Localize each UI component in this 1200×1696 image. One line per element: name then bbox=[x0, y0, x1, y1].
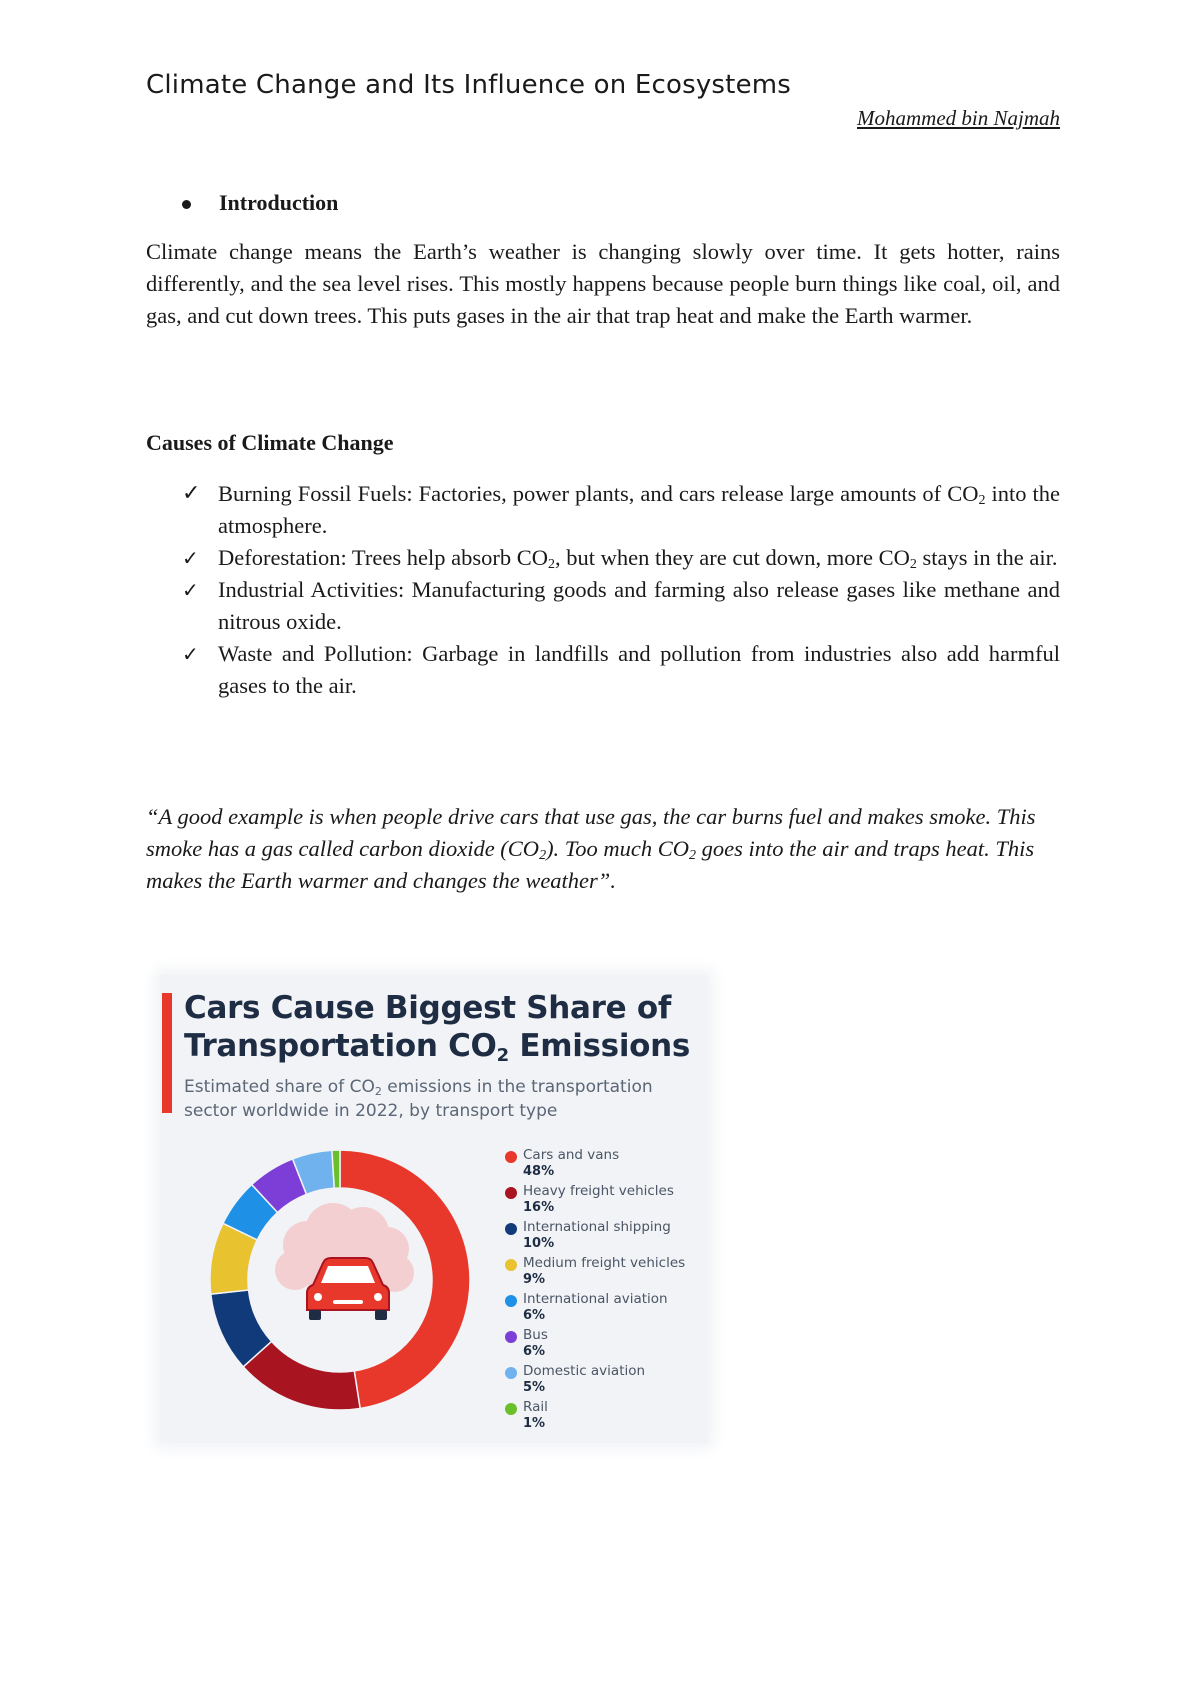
legend-dot-icon bbox=[505, 1295, 517, 1307]
checkmark-icon: ✓ bbox=[182, 578, 199, 602]
introduction-heading bbox=[180, 190, 338, 216]
quote-text: ). Too much CO bbox=[546, 836, 689, 861]
legend-label: Rail bbox=[523, 1399, 548, 1415]
list-item bbox=[180, 542, 1060, 574]
legend-label: Heavy freight vehicles bbox=[523, 1183, 674, 1199]
causes-heading: Causes of Climate Change bbox=[146, 430, 394, 455]
cause-text: Burning Fossil Fuels: Factories, power plants, and cars release large amounts of CO bbox=[218, 481, 979, 506]
legend-label: Bus bbox=[523, 1327, 548, 1343]
checkmark-icon: ✓ bbox=[182, 642, 199, 666]
chart-legend bbox=[505, 1147, 685, 1435]
infographic-subtitle-text: Estimated share of CO bbox=[184, 1077, 375, 1097]
subscript: 2 bbox=[909, 557, 917, 572]
legend-item bbox=[505, 1219, 685, 1255]
legend-item bbox=[505, 1327, 685, 1363]
subscript: 2 bbox=[539, 848, 547, 863]
legend-label: International aviation bbox=[523, 1291, 668, 1307]
legend-label: International shipping bbox=[523, 1219, 671, 1235]
bullet-icon bbox=[182, 200, 191, 209]
legend-value: 1% bbox=[523, 1416, 546, 1431]
infographic-title bbox=[184, 989, 704, 1065]
donut-chart bbox=[205, 1145, 475, 1415]
subscript: 2 bbox=[496, 1045, 509, 1066]
legend-value: 9% bbox=[523, 1272, 546, 1287]
example-quote bbox=[146, 801, 1046, 897]
car-with-smoke-icon bbox=[275, 1203, 414, 1320]
cause-text: , but when they are cut down, more CO bbox=[554, 545, 910, 570]
legend-item bbox=[505, 1147, 685, 1183]
list-item bbox=[180, 478, 1060, 542]
introduction-heading-text: Introduction bbox=[219, 190, 339, 215]
legend-label: Domestic aviation bbox=[523, 1363, 646, 1379]
emissions-infographic bbox=[160, 975, 708, 1443]
subscript: 2 bbox=[374, 1085, 382, 1098]
legend-value: 6% bbox=[523, 1308, 546, 1323]
legend-item bbox=[505, 1255, 685, 1291]
legend-dot-icon bbox=[505, 1187, 517, 1199]
legend-dot-icon bbox=[505, 1223, 517, 1235]
checkmark-icon: ✓ bbox=[182, 481, 201, 506]
accent-bar bbox=[162, 993, 172, 1113]
legend-item bbox=[505, 1183, 685, 1219]
legend-dot-icon bbox=[505, 1403, 517, 1415]
legend-item bbox=[505, 1399, 685, 1435]
legend-item bbox=[505, 1291, 685, 1327]
legend-value: 6% bbox=[523, 1344, 546, 1359]
author-name: Mohammed bin Najmah bbox=[857, 106, 1060, 130]
cause-text: Industrial Activities: Manufacturing goods and farming also release gases like methane and nitrous oxide. bbox=[218, 577, 1060, 634]
legend-dot-icon bbox=[505, 1331, 517, 1343]
legend-dot-icon bbox=[505, 1151, 517, 1163]
causes-list bbox=[180, 478, 1060, 702]
legend-value: 5% bbox=[523, 1380, 546, 1395]
cause-text: Deforestation: Trees help absorb CO bbox=[218, 545, 548, 570]
page-title: Climate Change and Its Influence on Ecosystems bbox=[146, 70, 792, 100]
checkmark-icon: ✓ bbox=[182, 546, 199, 570]
legend-label: Medium freight vehicles bbox=[523, 1255, 686, 1271]
legend-value: 48% bbox=[523, 1164, 555, 1179]
cause-text: Waste and Pollution: Garbage in landfills and pollution from industries also add harmful gases to the air. bbox=[218, 641, 1060, 698]
infographic-title-text: Cars Cause Biggest Share of Transportation CO bbox=[184, 990, 672, 1064]
legend-value: 10% bbox=[523, 1236, 555, 1251]
quote-text: “A good example is when people drive cars that use gas, the car burns fuel and makes smoke. This smoke has a gas called carbon dioxide (CO bbox=[146, 804, 1036, 861]
cause-text: stays in the air. bbox=[916, 545, 1058, 570]
list-item bbox=[180, 574, 1060, 638]
introduction-paragraph: Climate change means the Earth’s weather is changing slowly over time. It gets hotter, rains differently, and the sea level rises. This mostly happens because people burn things like coal, oil, and gas, and cut down trees. This puts gases in the air that trap heat and make the Earth warmer. bbox=[146, 239, 1060, 328]
infographic-subtitle-text: emissions in the transportation sector worldwide in 2022, by transport type bbox=[184, 1077, 653, 1121]
legend-label: Cars and vans bbox=[523, 1147, 620, 1163]
subscript: 2 bbox=[689, 848, 696, 863]
cause-text: into the atmosphere. bbox=[218, 481, 1060, 538]
subscript: 2 bbox=[547, 557, 555, 572]
legend-dot-icon bbox=[505, 1259, 517, 1271]
legend-value: 16% bbox=[523, 1200, 555, 1215]
legend-dot-icon bbox=[505, 1367, 517, 1379]
subscript: 2 bbox=[978, 493, 986, 508]
quote-text: goes into the air and traps heat. This makes the Earth warmer and changes the weather”. bbox=[146, 836, 1035, 893]
list-item bbox=[180, 638, 1060, 702]
infographic-title-text: Emissions bbox=[508, 1028, 691, 1064]
legend-item bbox=[505, 1363, 685, 1399]
infographic-subtitle bbox=[184, 1075, 694, 1123]
